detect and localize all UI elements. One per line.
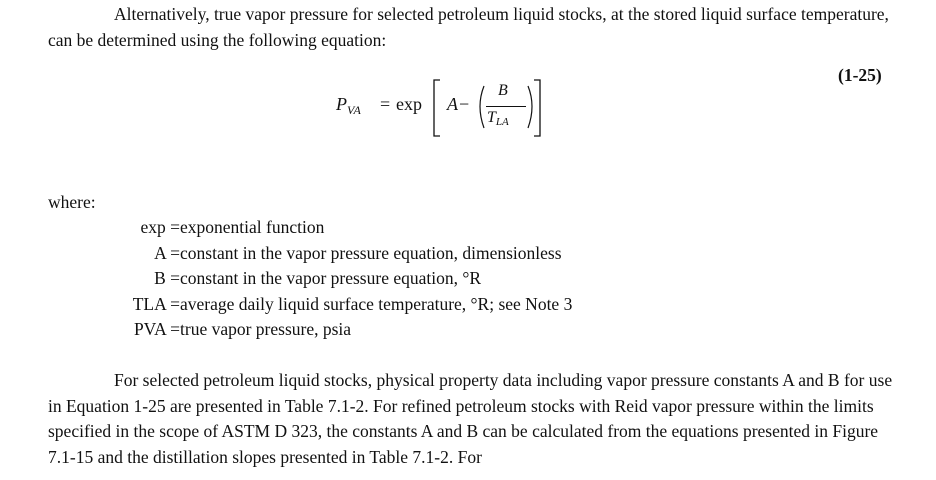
denominator-subscript: LA xyxy=(495,116,509,128)
definition-description: true vapor pressure, psia xyxy=(180,319,352,339)
fraction-numerator: B xyxy=(498,82,508,99)
definition-description: exponential function xyxy=(180,217,325,237)
term-a: A xyxy=(447,94,458,114)
minus-sign: − xyxy=(459,94,470,114)
definition-symbol: PVA = xyxy=(133,319,180,339)
definition-description: constant in the vapor pressure equation, dimensionless xyxy=(180,242,562,263)
vapor-pressure-equation xyxy=(336,72,556,144)
equation-number: (1-25) xyxy=(838,65,882,85)
definition-symbol: TLA = xyxy=(132,293,180,314)
lhs-variable: P xyxy=(336,94,347,114)
definition-symbol: A = xyxy=(154,242,180,263)
intro-paragraph: Alternatively, true vapor pressure for selected petroleum liquid stocks, at the stored liquid surface temperature, can be determined using the following equation: xyxy=(48,4,889,50)
definition-description: average daily liquid surface temperature, °R; see Note 3 xyxy=(180,293,573,314)
denominator-variable: T xyxy=(487,109,496,126)
outer-brackets xyxy=(336,72,556,144)
definition-symbol: B = xyxy=(154,268,180,288)
fraction-denominator xyxy=(487,109,509,128)
constants-paragraph: For selected petroleum liquid stocks, physical property data including vapor pressure constants A and B for use in Equation 1-25 are presented in Table 7.1-2. For refined petroleum stocks with Reid vapor pressure within the limits specified in the scope of ASTM D 323, the constants A and B can be calculated from the equations presented in Figure 7.1-15 and the distillation slopes presented in Table 7.1-2. For xyxy=(48,370,893,467)
definition-symbol: exp = xyxy=(140,217,180,237)
definition-description: constant in the vapor pressure equation, °R xyxy=(180,268,482,288)
fraction-bar xyxy=(486,106,526,107)
where-label: where: xyxy=(48,192,96,212)
exp-function: exp xyxy=(396,94,422,114)
equals-sign: = xyxy=(380,94,391,114)
lhs-subscript: VA xyxy=(347,103,361,117)
